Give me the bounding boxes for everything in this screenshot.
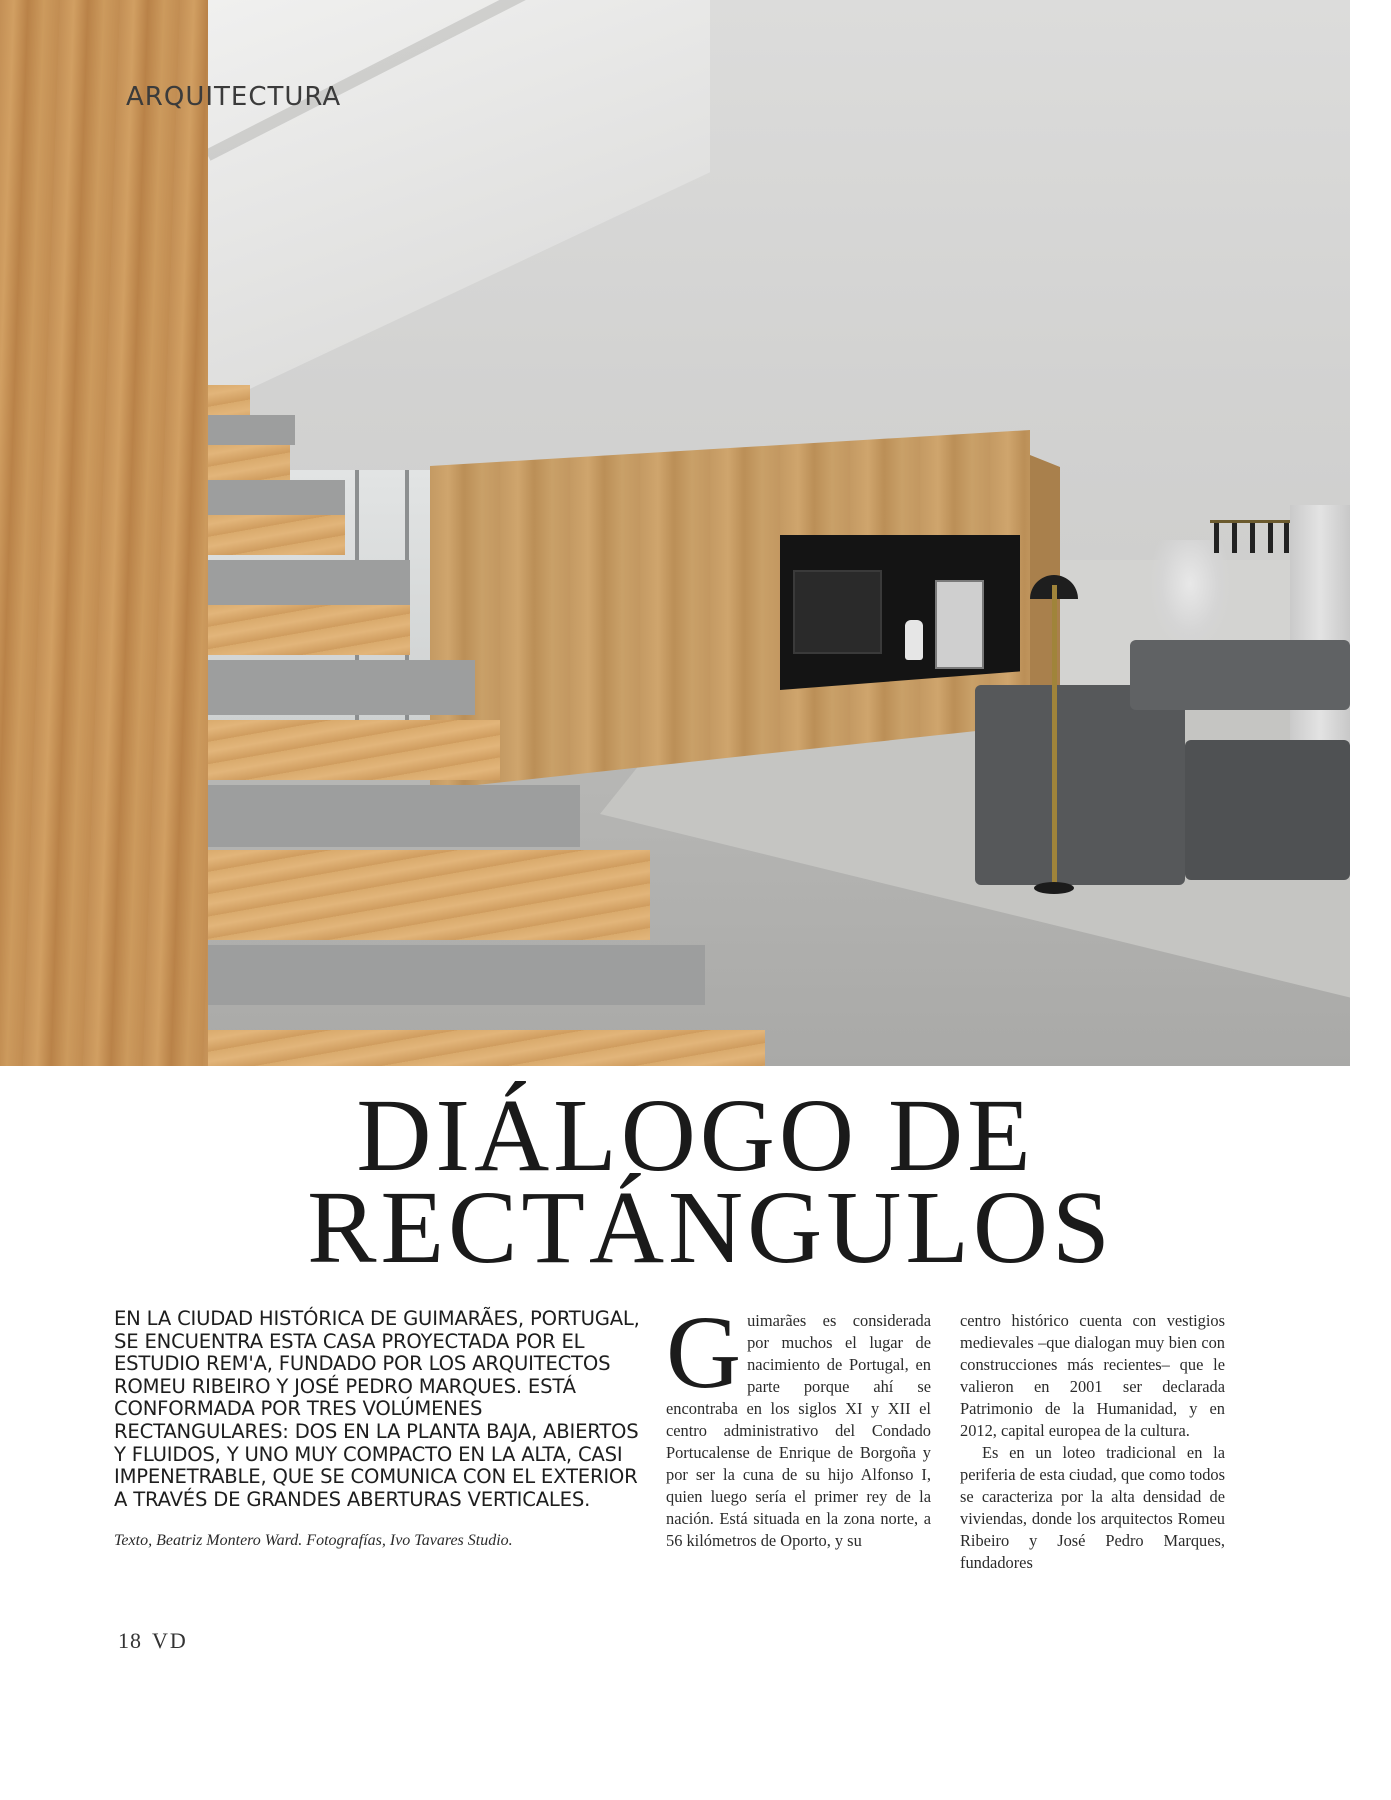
photo-curtain — [1290, 505, 1350, 755]
photo-stair-step — [205, 720, 500, 780]
photo-floor-lamp-base — [1034, 882, 1074, 894]
photo-stair-step — [205, 605, 410, 655]
photo-stair-step — [205, 445, 290, 480]
photo-sofa-back — [1130, 640, 1350, 710]
photo-stair-step — [205, 945, 705, 1005]
photo-chandelier — [1210, 520, 1290, 563]
article-credits: Texto, Beatriz Montero Ward. Fotografías, Ivo Tavares Studio. — [114, 1532, 513, 1549]
title-line-2: RECTÁNGULOS — [307, 1170, 1114, 1285]
photo-stair-step — [205, 785, 580, 847]
photo-sofa-seat — [1185, 740, 1350, 880]
photo-stair-step — [205, 1030, 765, 1066]
photo-artwork — [935, 580, 984, 669]
photo-floor-lamp-pole — [1052, 585, 1057, 890]
body-column-1 — [666, 1295, 931, 1552]
photo-stair-step — [205, 415, 295, 445]
photo-sofa-arm — [975, 685, 1185, 885]
photo-vase — [905, 620, 923, 660]
article-lead: EN LA CIUDAD HISTÓRICA DE GUIMARÃES, PORTUGAL, SE ENCUENTRA ESTA CASA PROYECTADA POR EL ESTUDIO REM'A, FUNDADO POR LOS ARQUITECTOS ROMEU RIBEIRO Y JOSÉ PEDRO MARQUES. ESTÁ CONFORMADA POR TRES VOLÚMENES RECTANGULARES: DOS EN LA PLANTA BAJA, ABIERTOS Y FLUIDOS, Y UNO MUY COMPACTO EN LA ALTA, CASI IMPENETRABLE, QUE SE COMUNICA CON EL EXTERIOR A TRAVÉS DE GRANDES ABERTURAS VERTICALES. — [114, 1307, 640, 1511]
drop-cap: G — [666, 1295, 742, 1410]
photo-stair-step — [205, 560, 410, 605]
photo-stair-step — [205, 660, 475, 715]
body-text-2: centro histórico cuenta con vestigios medievales –que dialogan muy bien con construcciones más recientes– que le valieron en 2001 ser declarada Patrimonio de la Humanidad, y en 2012, capital europea de la cultura. — [960, 1311, 1225, 1440]
photo-stair-step — [205, 480, 345, 515]
photo-stair-step — [205, 850, 650, 940]
section-label: ARQUITECTURA — [126, 82, 342, 112]
photo-television — [793, 570, 882, 654]
article-title — [0, 1078, 1391, 1285]
body-text-3: Es en un loteo tradicional en la periferia de esta ciudad, que como todos se caracteriza por la alta densidad de viviendas, donde los arquitectos Romeu Ribeiro y José Pedro Marques, fundadores — [960, 1443, 1225, 1572]
body-column-2 — [960, 1310, 1225, 1574]
photo-stair-step — [205, 385, 250, 415]
page-folio — [118, 1628, 188, 1654]
photo-wood-column — [0, 0, 208, 1066]
title-line-1: DIÁLOGO DE — [356, 1078, 1035, 1193]
magazine-logo: VD — [152, 1628, 188, 1653]
page-number: 18 — [118, 1628, 142, 1653]
photo-stair-step — [205, 515, 345, 555]
body-text-1: uimarães es considerada por muchos el lugar de nacimiento de Portugal, en parte porque ahí se encontraba en los siglos XI y XII el centro administrativo del Condado Portucalense de Enrique de Borgoña y por ser la cuna de su hijo Alfonso I, quien luego sería el primer rey de la nación. Está situada en la zona norte, a 56 kilómetros de Oporto, y su — [666, 1311, 931, 1550]
